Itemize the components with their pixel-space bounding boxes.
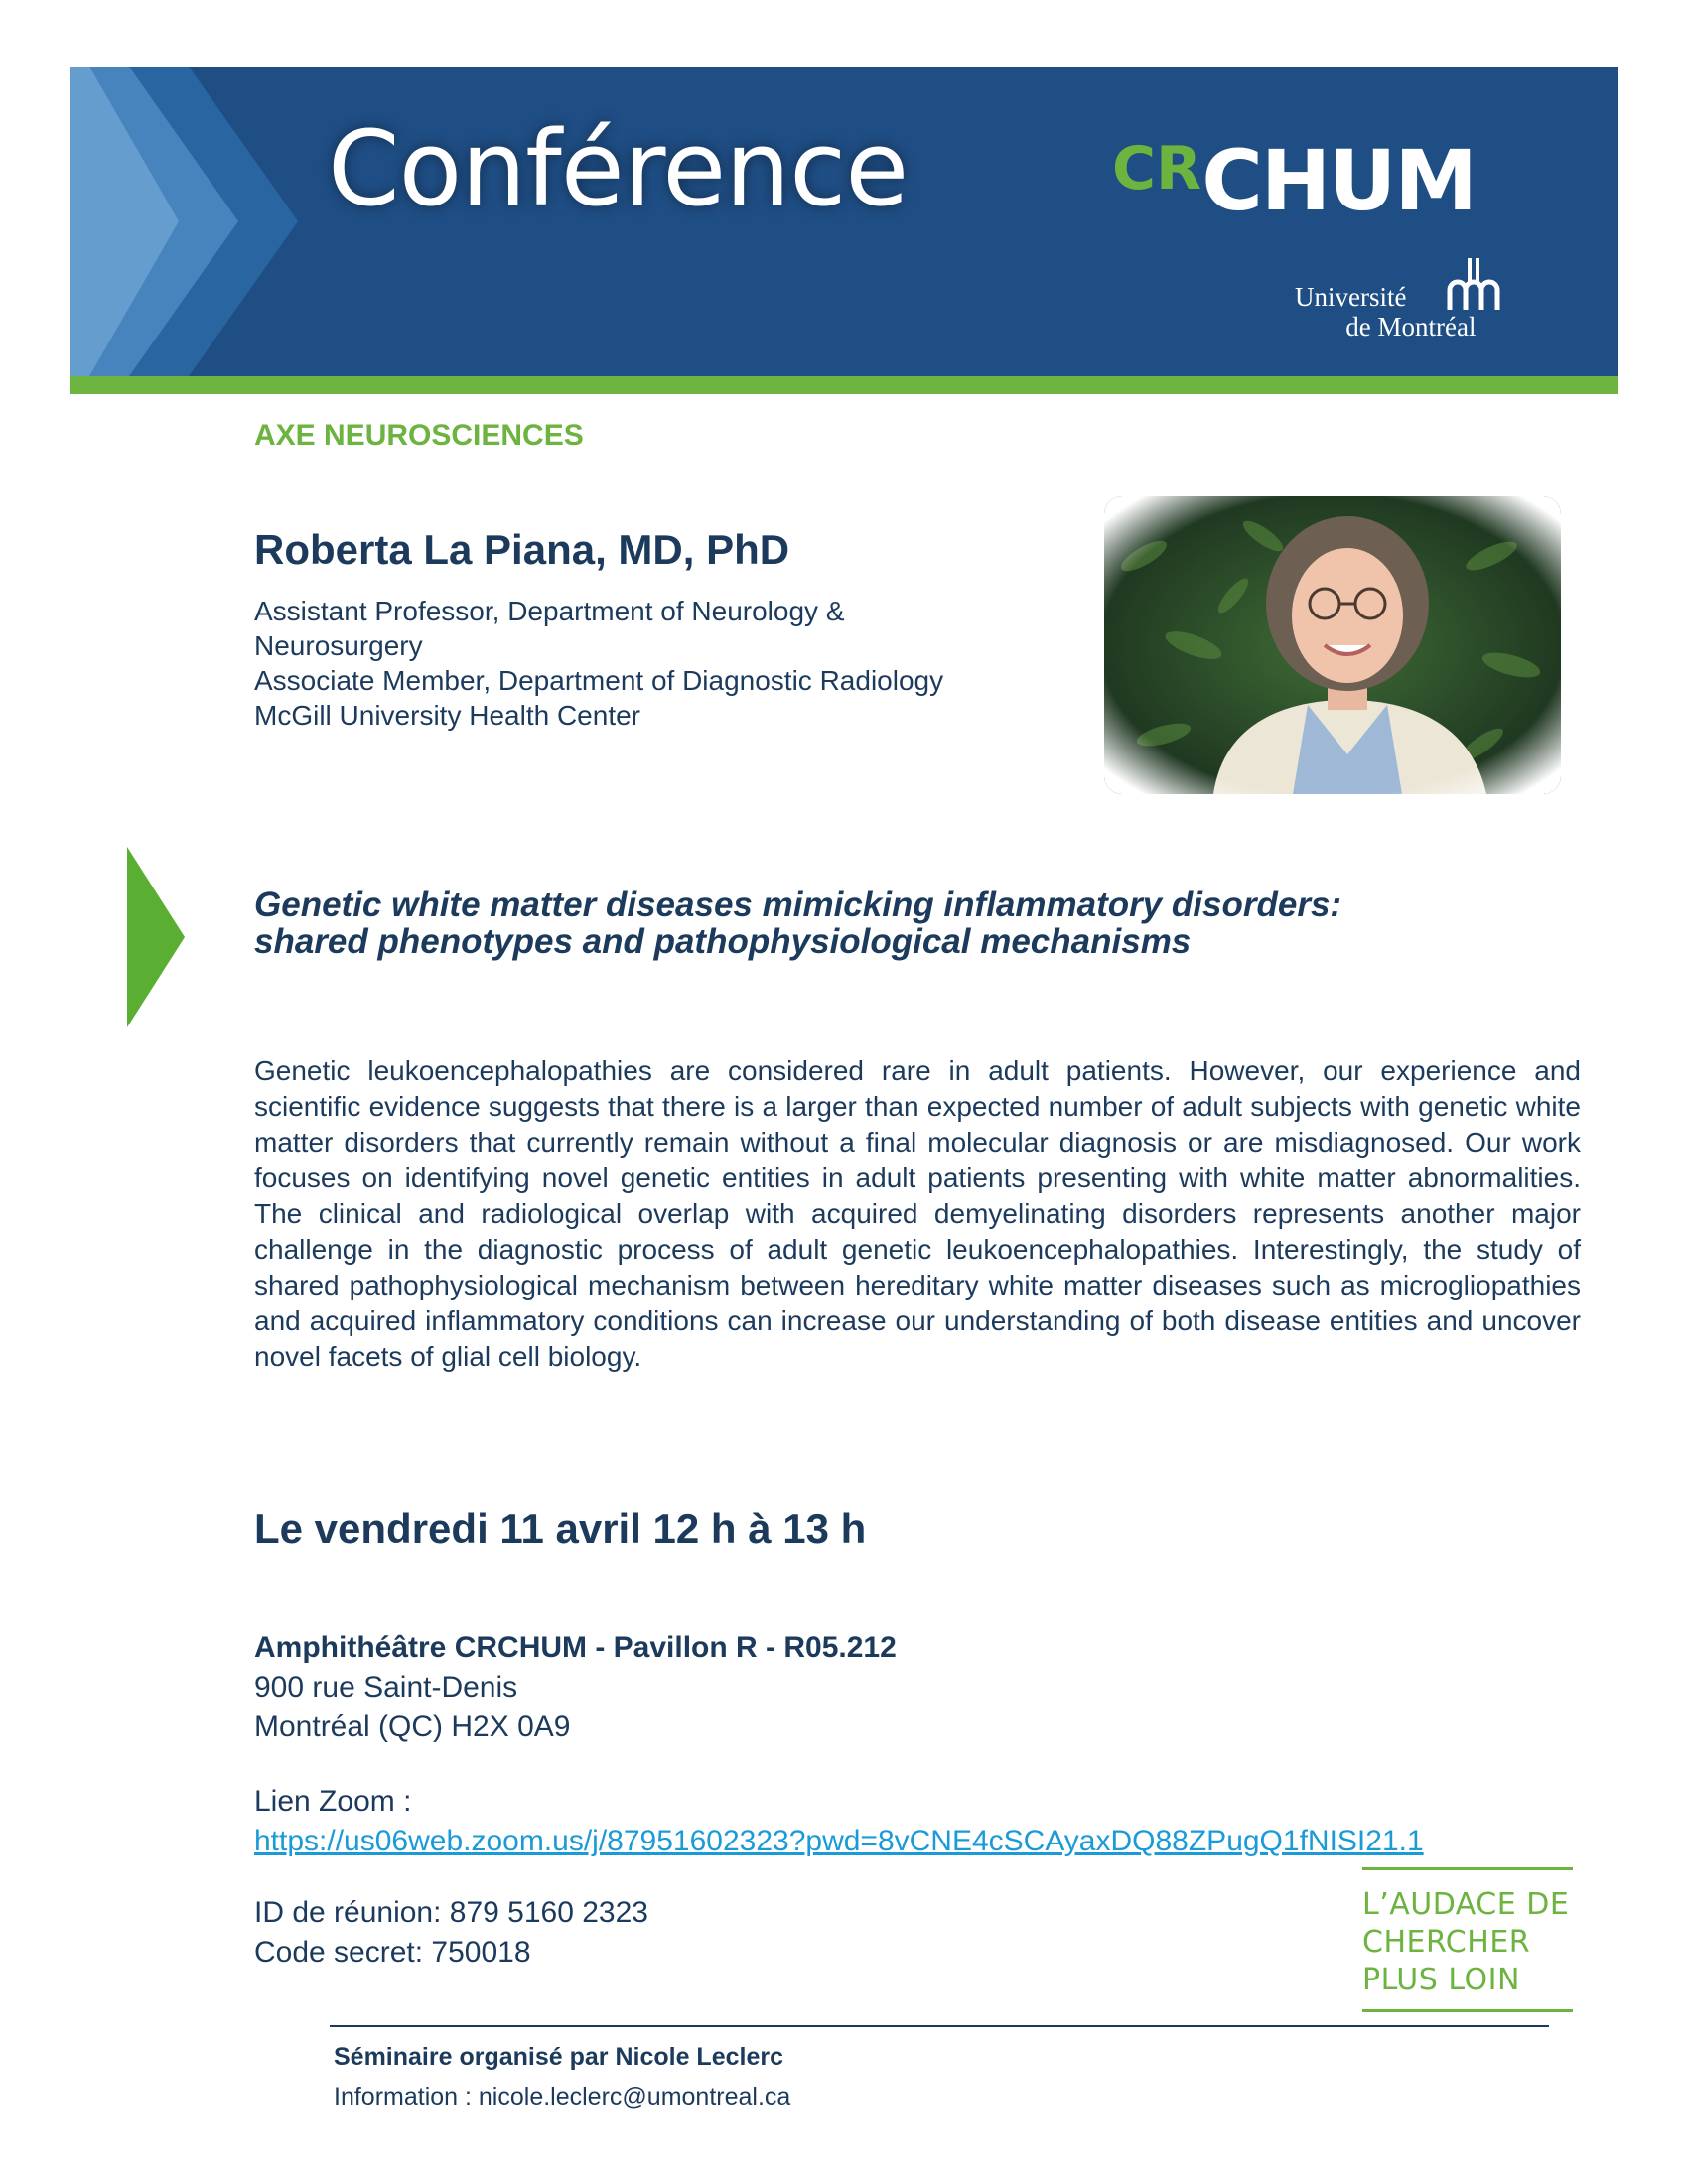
meeting-credentials	[254, 1893, 648, 1973]
slogan-line1: L’AUDACE DE	[1362, 1887, 1570, 1922]
header-banner	[70, 67, 1618, 376]
research-axis-label: AXE NEUROSCIENCES	[254, 419, 584, 452]
zoom-link[interactable]: https://us06web.zoom.us/j/87951602323?pwd=8vCNE4cSCAyaxDQ88ZPugQ1fNISI21.1	[254, 1825, 1424, 1857]
crchum-logo	[1112, 132, 1476, 229]
zoom-label: Lien Zoom :	[254, 1785, 412, 1818]
event-venue	[254, 1628, 897, 1747]
meeting-id: ID de réunion: 879 5160 2323	[254, 1896, 648, 1929]
contact-info: Information : nicole.leclerc@umontreal.ca	[334, 2083, 791, 2111]
venue-name: Amphithéâtre CRCHUM - Pavillon R - R05.212	[254, 1631, 897, 1664]
zoom-section	[254, 1782, 1424, 1861]
affiliation-line: Associate Member, Department of Diagnostic Radiology	[254, 665, 944, 696]
speaker-name: Roberta La Piana, MD, PhD	[254, 526, 790, 573]
affiliation-line: Assistant Professor, Department of Neurology &	[254, 596, 845, 626]
slogan-line2: CHERCHER	[1362, 1925, 1531, 1960]
slogan-line3: PLUS LOIN	[1362, 1963, 1520, 1997]
conference-title: Conférence	[328, 108, 909, 229]
udem-line1: Université	[1295, 282, 1407, 312]
meeting-passcode: Code secret: 750018	[254, 1936, 531, 1969]
chevron-decoration	[70, 67, 367, 376]
venue-address-line1: 900 rue Saint-Denis	[254, 1671, 518, 1704]
speaker-photo	[1104, 496, 1561, 794]
green-arrow-decoration	[127, 847, 185, 1027]
banner-green-stripe	[70, 376, 1618, 394]
talk-title-line1: Genetic white matter diseases mimicking inflammatory disorders:	[254, 886, 1342, 924]
footer-divider	[330, 2025, 1549, 2027]
udem-logo-icon	[1446, 256, 1501, 312]
talk-title	[254, 887, 1575, 960]
talk-abstract: Genetic leukoencephalopathies are considered rare in adult patients. However, our experience and scientific evidence suggests that there is a larger than expected number of adult subjects with genetic white matter disorders that currently remain without a final molecular diagnosis or are misdiagnosed. Our work focuses on identifying novel genetic entities in adult patients presenting with white matter abnormalities. The clinical and radiological overlap with acquired demyelinating disorders represents another major challenge in the diagnostic process of adult genetic leukoencephalopathies. Interestingly, the study of shared pathophysiological mechanism between hereditary white matter diseases such as microgliopathies and acquired inflammatory conditions can increase our understanding of both disease entities and uncover novel facets of glial cell biology.	[254, 1055, 1581, 1372]
logo-cr: CR	[1112, 134, 1202, 204]
talk-title-line2: shared phenotypes and pathophysiological mechanisms	[254, 922, 1192, 961]
slogan	[1362, 1867, 1573, 2012]
udem-line2: de Montréal	[1345, 312, 1477, 341]
speaker-photo-image	[1104, 496, 1561, 794]
logo-chum: CHUM	[1201, 132, 1476, 229]
organizer-text: Séminaire organisé par Nicole Leclerc	[334, 2043, 783, 2071]
venue-address-line2: Montréal (QC) H2X 0A9	[254, 1710, 571, 1743]
affiliation-line: Neurosurgery	[254, 630, 423, 661]
affiliation-line: McGill University Health Center	[254, 700, 640, 731]
event-date: Le vendredi 11 avril 12 h à 13 h	[254, 1505, 867, 1552]
speaker-affiliations	[254, 594, 1068, 733]
